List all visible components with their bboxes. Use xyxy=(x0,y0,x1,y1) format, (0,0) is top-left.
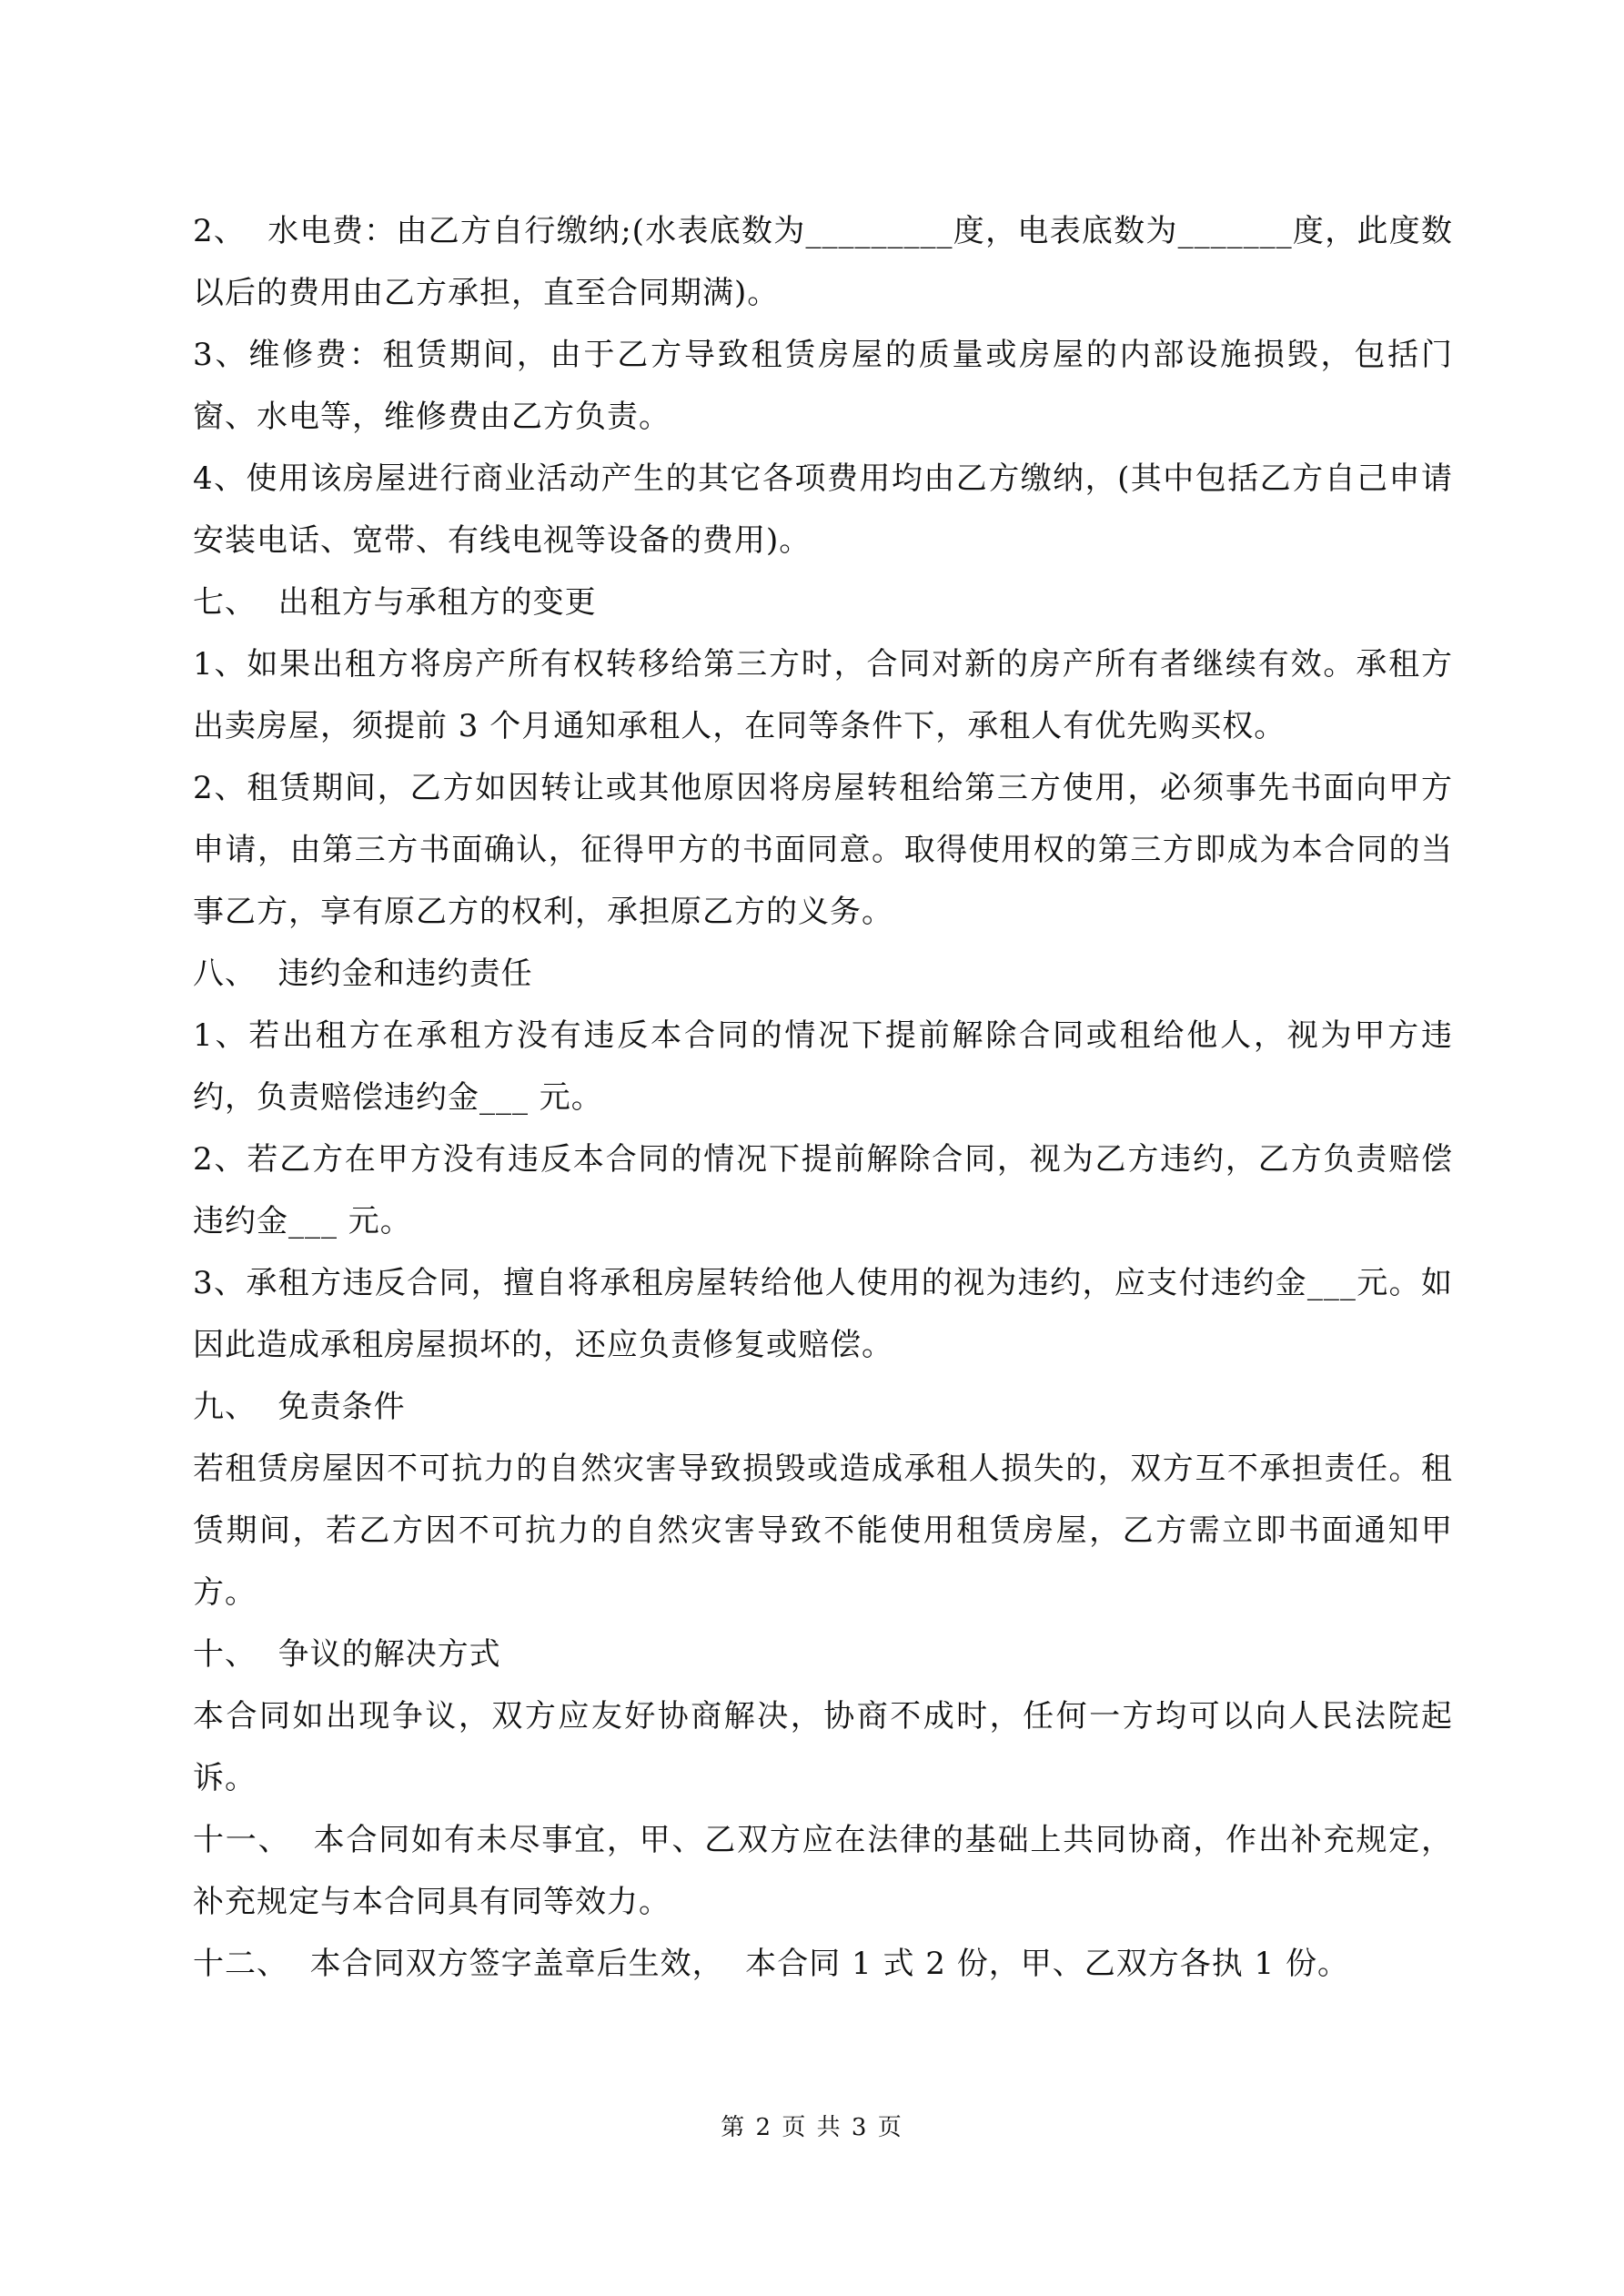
clause-dispute-resolution: 本合同如出现争议，双方应友好协商解决，协商不成时，任何一方均可以向人民法院起诉。 xyxy=(193,1698,1453,1796)
clause-utilities-fee: 2、 水电费：由乙方自行缴纳;(水表底数为_________度，电表底数为_______度，此度数以后的费用由乙方承担，直至合同期满)。 xyxy=(193,213,1453,311)
clause-supplementary-terms: 十一、 本合同如有未尽事宜，甲、乙双方应在法律的基础上共同协商，作出补充规定，补充规定与本合同具有同等效力。 xyxy=(193,1822,1453,1920)
document-body xyxy=(193,200,1453,1995)
clause-tenant-breach: 2、若乙方在甲方没有违反本合同的情况下提前解除合同，视为乙方违约，乙方负责赔偿违约金___ 元。 xyxy=(193,1141,1453,1239)
clause-ownership-transfer: 1、如果出租方将房产所有权转移给第三方时，合同对新的房产所有者继续有效。承租方出卖房屋，须提前 3 个月通知承租人，在同等条件下，承租人有优先购买权。 xyxy=(193,646,1453,744)
clause-unauthorized-transfer: 3、承租方违反合同，擅自将承租房屋转给他人使用的视为违约，应支付违约金___元。如因此造成承租房屋损坏的，还应负责修复或赔偿。 xyxy=(193,1265,1453,1363)
section-heading-7: 七、 出租方与承租方的变更 xyxy=(193,584,597,621)
section-heading-8: 八、 违约金和违约责任 xyxy=(193,956,533,992)
section-heading-9: 九、 免责条件 xyxy=(193,1389,406,1425)
clause-force-majeure: 若租赁房屋因不可抗力的自然灾害导致损毁或造成承租人损失的，双方互不承担责任。租赁期间，若乙方因不可抗力的自然灾害导致不能使用租赁房屋，乙方需立即书面通知甲方。 xyxy=(193,1451,1453,1611)
page-number-footer: 第 2 页 共 3 页 xyxy=(721,2114,903,2141)
clause-landlord-breach: 1、若出租方在承租方没有违反本合同的情况下提前解除合同或租给他人，视为甲方违约，负责赔偿违约金___ 元。 xyxy=(193,1017,1453,1116)
clause-effectiveness: 十二、 本合同双方签字盖章后生效， 本合同 1 式 2 份，甲、乙双方各执 1 份。 xyxy=(193,1946,1349,1982)
clause-sublease: 2、租赁期间，乙方如因转让或其他原因将房屋转租给第三方使用，必须事先书面向甲方申请，由第三方书面确认，征得甲方的书面同意。取得使用权的第三方即成为本合同的当事乙方，享有原乙方的权利，承担原乙方的义务。 xyxy=(193,770,1453,930)
section-heading-10: 十、 争议的解决方式 xyxy=(193,1636,501,1673)
clause-maintenance-fee: 3、维修费：租赁期间，由于乙方导致租赁房屋的质量或房屋的内部设施损毁，包括门窗、水电等，维修费由乙方负责。 xyxy=(193,337,1453,435)
clause-business-expenses: 4、使用该房屋进行商业活动产生的其它各项费用均由乙方缴纳，(其中包括乙方自己申请安装电话、宽带、有线电视等设备的费用)。 xyxy=(193,460,1453,559)
